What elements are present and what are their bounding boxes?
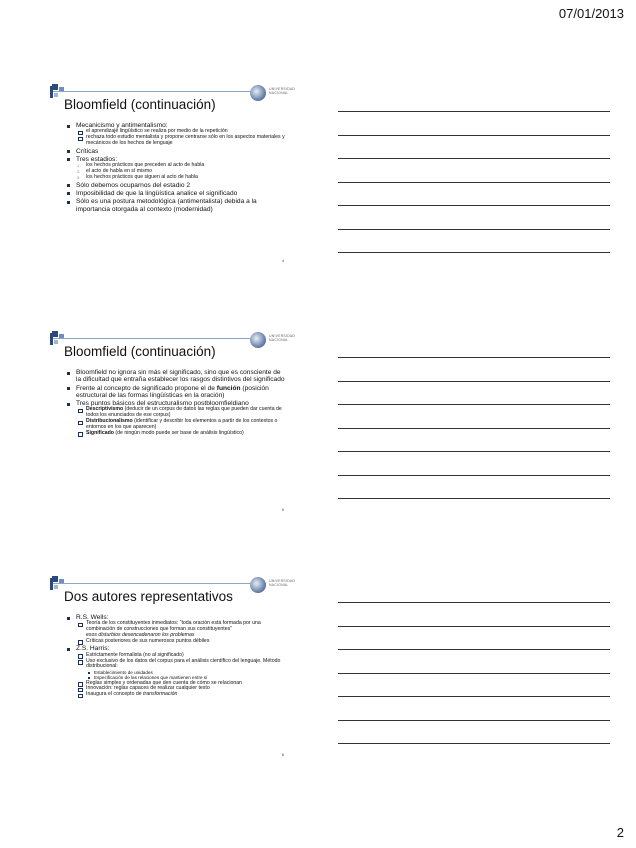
slide-bullets	[66, 369, 286, 437]
seal-icon	[250, 85, 266, 101]
title-rule	[52, 583, 260, 584]
sub-sub-bullet: Especificación de las relaciones que mantienen entre sí	[86, 675, 286, 680]
sub-sub-bullet: Establecimiento de unidades	[86, 670, 286, 675]
title-rule	[52, 91, 260, 92]
sub-bullet: Críticas posteriores de sus numerosos puntos débiles	[76, 639, 286, 645]
sub-bullet: Inaugura el concepto de transformación	[76, 692, 286, 698]
sub-bullet: Uso exclusivo de los datos del corpus para el análisis científico del lenguaje. Método distribucional: Establecimiento de unidades Especificación de las relaciones que mantienen entre sí	[76, 659, 286, 681]
notes-lines-3	[338, 602, 610, 767]
university-logo: UNIVERSIDAD NACIONAL	[250, 84, 298, 104]
slide-bullets	[66, 122, 286, 214]
numbered-item: los hechos prácticos que siguen al acto de habla	[86, 173, 198, 180]
bullet: Críticas	[66, 148, 286, 155]
slide-3	[52, 576, 298, 766]
slide-bullets	[66, 614, 286, 699]
slide-title: Dos autores representativos	[64, 589, 233, 604]
notes-lines-1	[338, 111, 610, 276]
numbered-item: los hechos prácticos que preceden al acto de habla	[86, 162, 205, 169]
bullet: Tres puntos básicos del estructuralismo postbloomfieldiano Descriptivismo (deducir de un corpus de datos las reglas que pueden dar cuenta de todos los enunciados de ese corpus) Distribucionalismo (identificar y describir los elementos a partir de los contextos o entornos en los que aparecen) Significado (de ningún modo puede ser base de análisis lingüístico)	[66, 400, 286, 436]
seal-icon	[250, 577, 266, 593]
notes-lines-2	[338, 357, 610, 522]
sub-bullet: el aprendizaje lingüístico se realiza por medio de la repetición	[76, 129, 286, 135]
bullet: Sólo es una postura metodológica (antimentalista) debida a la importancia otorgada al contexto (modernidad)	[66, 198, 286, 213]
sub-bullet: Distribucionalismo (identificar y describir los elementos a partir de los contextos o entornos en los que aparecen)	[76, 419, 286, 431]
bullet: Sólo debemos ocuparnos del estadio 2	[66, 182, 286, 189]
slide-number: 4	[281, 258, 284, 263]
slide-number: 6	[281, 752, 284, 757]
numbered-item: el acto de habla en sí mismo	[86, 168, 153, 175]
bullet: Bloomfield no ignora sin más el significado, sino que es consciente de la dificultad que entraña establecer los rasgos distintivos del significado	[66, 369, 286, 384]
university-logo: UNIVERSIDAD NACIONAL	[250, 576, 298, 596]
sub-bullet: Reglas simples y ordenadas que den cuenta de cómo se relacionan	[76, 681, 286, 687]
example-text: esos disturbios desencadenaron los problemas	[86, 631, 195, 638]
slide-1	[52, 84, 298, 274]
seal-icon	[250, 332, 266, 348]
sub-bullet: rechaza todo estudio mentalista y propone centrarse sólo en los aspectos materiales y mecánicos de los hechos de lenguaje	[76, 135, 286, 147]
sub-bullet: Estrictamente formalista (no al significado)	[76, 653, 286, 659]
bullet: Z.S. Harris: Estrictamente formalista (no al significado) Uso exclusivo de los datos del corpus para el análisis científico del lenguaje. Método distribucional: Establecimiento de unidades Especificación de las relaciones que mantienen entre sí Reglas simples y ordenadas que den cuenta de cómo se relacionan Innovación: reglas capaces de realizar cualquier texto Inaugura el concepto de transformación	[66, 645, 286, 697]
bullet: Frente al concepto de significado propone el de función (posición estructural de las formas lingüísticas en la oración)	[66, 385, 286, 400]
bullet: R.S. Wells: Teoría de los constituyentes inmediatos: “toda oración está formada por una combinación de construcciones que forman sus constituyentes” esos disturbios desencadenaron los problemas Críticas posteriores de sus numerosos puntos débiles	[66, 614, 286, 644]
page-date: 07/01/2013	[558, 6, 624, 21]
sub-bullet: Innovación: reglas capaces de realizar cualquier texto	[76, 686, 286, 692]
bullet: Tres estadios: los hechos prácticos que preceden al acto de habla el acto de habla en sí mismo los hechos prácticos que siguen al acto de habla	[66, 156, 286, 181]
sub-bullet: Teoría de los constituyentes inmediatos: “toda oración está formada por una combinación de construcciones que forman sus constituyentes”	[76, 621, 286, 633]
slide-number: 5	[281, 507, 284, 512]
page-number: 2	[616, 825, 624, 840]
university-logo: UNIVERSIDAD NACIONAL	[250, 331, 298, 351]
bullet: Mecanicismo y antimentalismo: el aprendizaje lingüístico se realiza por medio de la repetición rechaza todo estudio mentalista y propone centrarse sólo en los aspectos materiales y mecánicos de los hechos de lenguaje	[66, 122, 286, 147]
slide-2	[52, 331, 298, 521]
slide-title: Bloomfield (continuación)	[64, 97, 216, 112]
slide-title: Bloomfield (continuación)	[64, 344, 216, 359]
title-rule	[52, 338, 260, 339]
sub-bullet: Significado (de ningún modo puede ser base de análisis lingüístico)	[76, 431, 286, 437]
bullet: Imposibilidad de que la lingüística analice el significado	[66, 190, 286, 197]
sub-bullet: Descriptivismo (deducir de un corpus de datos las reglas que pueden dar cuenta de todos los enunciados de ese corpus)	[76, 407, 286, 419]
